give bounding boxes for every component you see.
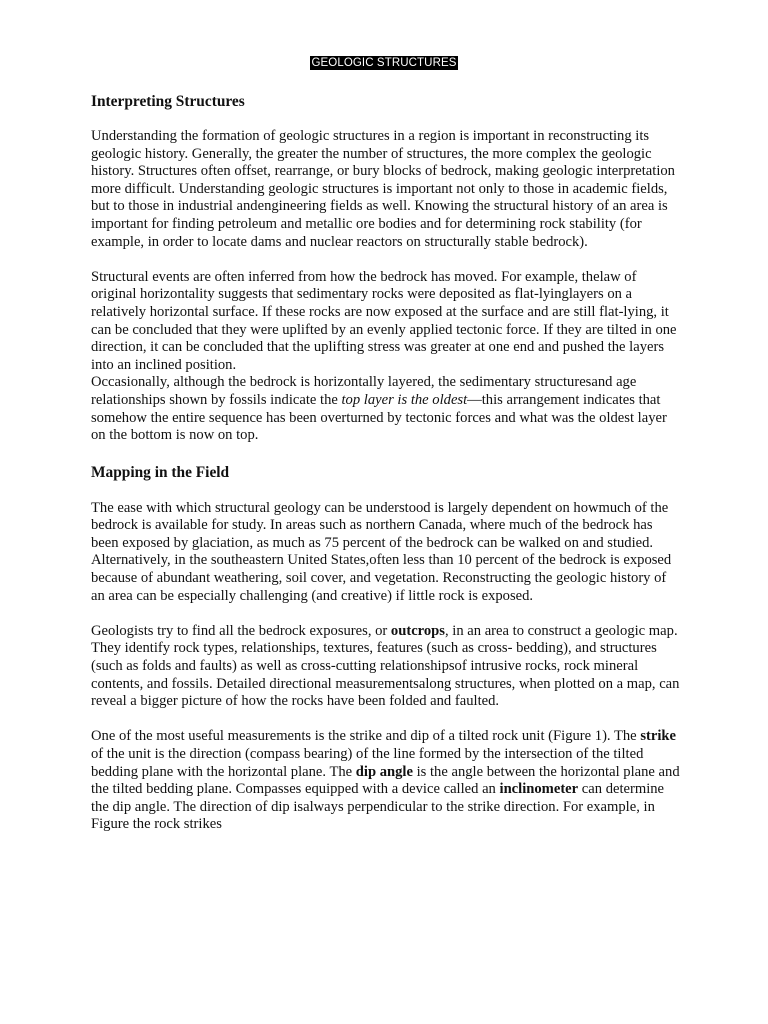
term-strike: strike [640,728,676,745]
paragraph-5-text-b: , in an area to construct a geologic map. They identify rock types, relationships, textures, features (such as cross- bedding), and structures (such as folds and faults) as well as cross-cutting relationshipsof intrusive rocks, rock mineral contents, and fossils. Detailed directional measurementsalong structures, when plotted on a map, can reveal a bigger picture of how the rocks have been folded and faulted. [91,622,680,710]
paragraph-3 [91,374,681,444]
title-bar [0,53,768,71]
paragraph-5 [91,623,681,711]
paragraph-3-text-a: Occasionally, although the bedrock is horizontally layered, the sedimentary structuresand age relationships shown by fossils indicate the [91,374,637,408]
paragraph-3-text-b: —this arrangement indicates that somehow the entire sequence has been overturned by tectonic forces and what was the oldest layer on the bottom is now on top. [91,391,667,444]
paragraph-5-text-a: Geologists try to find all the bedrock exposures, or [91,622,391,639]
paragraph-3-emphasis: top layer is the oldest [341,391,468,408]
section-heading-interpreting-structures: Interpreting Structures [91,93,245,110]
paragraph-2: Structural events are often inferred from how the bedrock has moved. For example, thelaw of original horizontality suggests that sedimentary rocks were deposited as flat-lyinglayers on a relatively horizontal surface. If these rocks are now exposed at the surface and are still flat-lying, it can be concluded that they were uplifted by an evenly applied tectonic force. If they are tilted in one direction, it can be concluded that the uplifting stress was greater at one end and pushed the layers into an inclined position. [91,268,677,373]
section-heading-mapping-in-the-field: Mapping in the Field [91,463,230,481]
paragraph-6 [91,728,681,834]
paragraph-4: The ease with which structural geology can be understood is largely dependent on howmuch of the bedrock is available for study. In areas such as northern Canada, where much of the bedrock has been exposed by glaciation, as much as 75 percent of the bedrock can be walked on and studied. Alternatively, in the southeastern United States,often less than 10 percent of the bedrock is exposed because of abundant weathering, soil cover, and vegetation. Reconstructing the geologic history of an area can be especially challenging (and creative) if little rock is exposed. [91,499,672,604]
document-body [91,92,681,834]
paragraph-1: Understanding the formation of geologic structures in a region is important in reconstructing its geologic history. Generally, the greater the number of structures, the more complex the geologic history. Structures often offset, rearrange, or bury blocks of bedrock, making geologic interpretation more difficult. Understanding geologic structures is important not only to those in academic fields, but to those in industrial andengineering fields as well. Knowing the structural history of an area is important for finding petroleum and metallic ore bodies and for determining rock stability (for example, in order to locate dams and nuclear reactors on structurally stable bedrock). [91,128,675,250]
paragraph-6-text-b: of the unit is the direction (compass bearing) of the line formed by the intersection of the tilted bedding plane with the horizontal plane. The [91,746,644,780]
paragraph-6-text-a: One of the most useful measurements is the strike and dip of a tilted rock unit (Figure 1). The [91,728,641,745]
term-inclinometer: inclinometer [499,781,579,798]
paragraph-6-text-c: is the angle between the horizontal plane and the tilted bedding plane. Compasses equipped with a device called an [91,763,680,798]
term-outcrops: outcrops [390,622,445,639]
document-title: GEOLOGIC STRUCTURES [311,57,457,69]
term-dip-angle: dip angle [355,763,413,780]
paragraph-6-text-d: can determine the dip angle. The direction of dip isalways perpendicular to the strike direction. For example, in Figure the rock strikes [91,781,665,833]
